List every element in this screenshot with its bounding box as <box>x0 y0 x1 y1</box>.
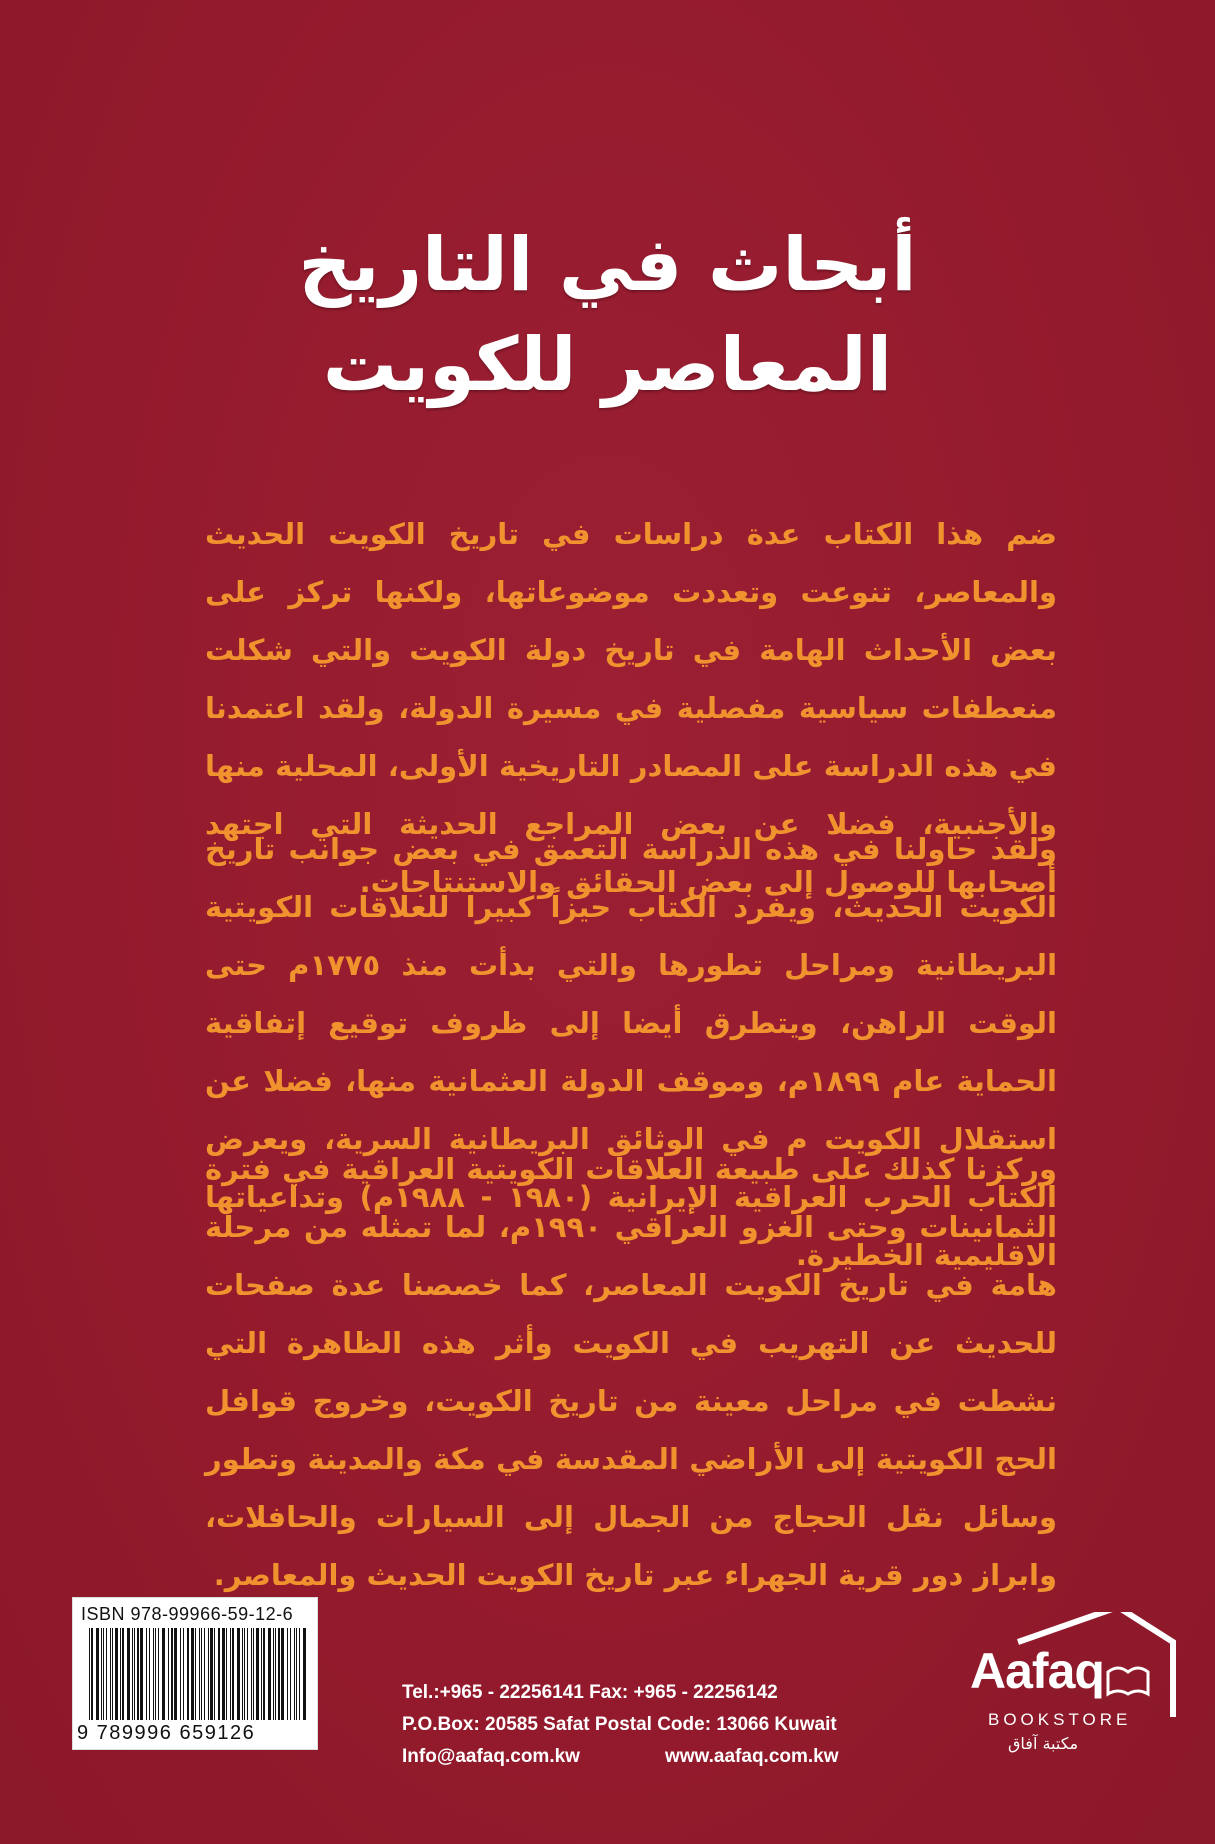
barcode-bar <box>263 1628 265 1720</box>
barcode-bar <box>122 1628 124 1720</box>
barcode-bar <box>134 1628 135 1720</box>
barcode-bar <box>218 1628 220 1720</box>
book-title-line-2: المعاصر للكويت <box>322 322 893 408</box>
barcode-bar <box>210 1628 213 1720</box>
publisher-name: Aafaq <box>970 1643 1104 1699</box>
phone-fax: Tel.:+965 - 22256141 Fax: +965 - 22256142 <box>402 1682 778 1703</box>
blurb-paragraph-3: وركزنا كذلك على طبيعة العلاقات الكويتية العراقية في فترة الثمانينات وحتى الغزو العراقي ١٩٩٠م، لما تمثله من مرحلة هامة في تاريخ الكويت المعاصر، كما خصصنا عدة صفحات للحديث عن التهريب في الكويت وأثر هذه الظاهرة التي نشطت في مراحل معينة من تاريخ الكويت، وخروج قوافل الحج الكويتية إلى الأراضي المقدسة في مكة والمدينة وتطور وسائل نقل الحجاج من الجمال إلى السيارات والحافلات، وابراز دور قرية الجهراء عبر تاريخ الكويت الحديث والمعاصر. <box>205 1152 1058 1592</box>
barcode-bar <box>222 1628 225 1720</box>
barcode-bar <box>162 1628 165 1720</box>
barcode-bar <box>171 1628 173 1720</box>
publisher-logo <box>958 1612 1178 1782</box>
barcode-bar <box>256 1628 259 1720</box>
email-text: Info@aafaq.com.kw <box>402 1746 580 1767</box>
barcode-bar <box>155 1628 156 1720</box>
barcode-bar <box>191 1628 194 1720</box>
barcode-bar <box>226 1628 227 1720</box>
barcode-bar <box>273 1628 274 1720</box>
barcode-bar <box>290 1628 291 1720</box>
barcode-bar <box>261 1628 262 1720</box>
barcode-bar <box>91 1628 93 1720</box>
barcode-bar <box>281 1628 284 1720</box>
barcode-bar <box>296 1628 297 1720</box>
barcode-bar <box>183 1628 184 1720</box>
barcode-bar <box>253 1628 254 1720</box>
barcode-bar <box>132 1628 133 1720</box>
barcode-bar <box>153 1628 154 1720</box>
publisher-arabic-name: مكتبة آفاق <box>1008 1734 1079 1753</box>
barcode-bar <box>232 1628 234 1720</box>
barcode-bar <box>89 1628 90 1720</box>
barcode-bar <box>110 1628 111 1720</box>
blurb-paragraph-2: ولقد حاولنا في هذه الدراسة التعمق في بعض جوانب تاريخ الكويت الحديث، ويفرد الكتاب حيزاً كبيرا للعلاقات الكويتية البريطانية ومراحل تطورها والتي بدأت منذ ١٧٧٥م حتى الوقت الراهن، ويتطرق أيضا إلى ظروف توقيع إتفاقية الحماية عام ١٨٩٩م، وموقف الدولة العثمانية منها، فضلا عن استقلال الكويت م في الوثائق البريطانية السرية، ويعرض الكتاب الحرب العراقية الإيرانية (١٩٨٠ - ١٩٨٨م) وتداعياتها الاقليمية الخطيرة. <box>205 832 1058 1272</box>
barcode-bar <box>120 1628 121 1720</box>
publisher-subtitle: BOOKSTORE <box>988 1710 1132 1729</box>
barcode-digits: 9 789996 659126 <box>77 1722 256 1744</box>
barcode-bar <box>230 1628 231 1720</box>
barcode-bar <box>149 1628 150 1720</box>
barcode-bar <box>208 1628 209 1720</box>
barcode-bar <box>127 1628 130 1720</box>
barcode-bar <box>112 1628 113 1720</box>
barcode-bar <box>187 1628 189 1720</box>
website-text: www.aafaq.com.kw <box>665 1746 839 1767</box>
barcode-bar <box>115 1628 118 1720</box>
barcode-bar <box>168 1628 169 1720</box>
isbn-number: ISBN 978-99966-59-12-6 <box>81 1604 294 1624</box>
barcode <box>72 1597 318 1750</box>
barcode-bars <box>89 1628 309 1720</box>
barcode-bar <box>275 1628 276 1720</box>
contact-email-web <box>402 1746 839 1768</box>
barcode-bar <box>101 1628 102 1720</box>
barcode-bar <box>96 1628 99 1720</box>
barcode-bar <box>214 1628 215 1720</box>
barcode-bar <box>251 1628 252 1720</box>
barcode-bar <box>195 1628 196 1720</box>
barcode-bar <box>199 1628 200 1720</box>
blurb-paragraph-1: ضم هذا الكتاب عدة دراسات في تاريخ الكويت الحديث والمعاصر، تنوعت وتعددت موضوعاتها، ولكنها تركز على بعض الأحداث الهامة في تاريخ دولة الكويت والتي شكلت منعطفات سياسية مفصلية في مسيرة الدولة، ولقد اعتمدنا في هذه الدراسة على المصادر التاريخية الأولى، المحلية منها والأجنبية، فضلا عن بعض المراجع الحديثة التي اجتهد أصحابها للوصول إلى بعض الحقائق والاستنتاجات. <box>205 517 1057 899</box>
barcode-bar <box>140 1628 143 1720</box>
barcode-bar <box>244 1628 245 1720</box>
barcode-bar <box>287 1628 288 1720</box>
barcode-bar <box>174 1628 177 1720</box>
barcode-bar <box>237 1628 240 1720</box>
barcode-bar <box>158 1628 159 1720</box>
postal-address: P.O.Box: 20585 Safat Postal Code: 13066 Kuwait <box>402 1714 837 1735</box>
barcode-bar <box>303 1628 306 1720</box>
barcode-bar <box>146 1628 147 1720</box>
barcode-bar <box>242 1628 243 1720</box>
barcode-bar <box>299 1628 300 1720</box>
barcode-bar <box>106 1628 107 1720</box>
barcode-bar <box>201 1628 202 1720</box>
barcode-bar <box>204 1628 205 1720</box>
barcode-bar <box>294 1628 295 1720</box>
barcode-bar <box>278 1628 280 1720</box>
barcode-bar <box>137 1628 139 1720</box>
barcode-bar <box>247 1628 248 1720</box>
barcode-bar <box>180 1628 181 1720</box>
barcode-bar <box>103 1628 104 1720</box>
barcode-bar <box>268 1628 271 1720</box>
book-title-line-1: أبحاث في التاريخ <box>298 222 917 308</box>
open-book-icon <box>1108 1668 1148 1694</box>
